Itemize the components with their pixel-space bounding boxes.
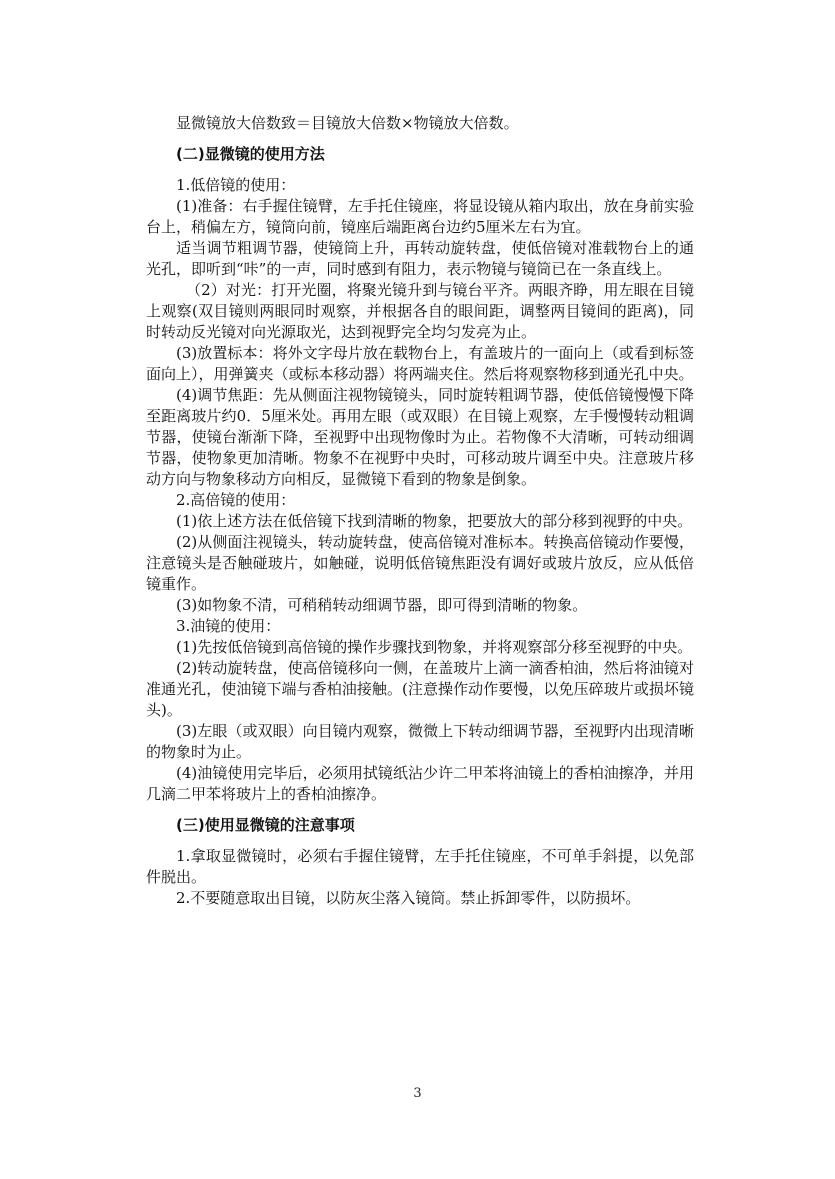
paragraph-oil-step3: (3)左眼（或双眼）向目镜内观察，微微上下转动细调节器，至视野内出现清晰的物象时为止。 <box>146 722 694 761</box>
paragraph-light-alignment: （2）对光：打开光圈，将聚光镜升到与镜台平齐。两眼齐睁，用左眼在目镜上观察(双目镜则两眼同时观察，并根据各自的眼间距，调整两目镜间的距离)，同时转动反光镜对向光源取光，达到视野完全均匀发亮为止。 <box>146 281 694 341</box>
subsection-title-low-power: 1.低倍镜的使用： <box>176 176 296 194</box>
paragraph-precaution-1: 1.拿取显微镜时，必须右手握住镜臂，左手托住镜座，不可单手斜提，以免部件脱出。 <box>146 847 694 886</box>
paragraph-high-power-step1: (1)依上述方法在低倍镜下找到清晰的物象，把要放大的部分移到视野的中央。 <box>176 512 693 530</box>
paragraph-focus-adjustment: (4)调节焦距：先从侧面注视物镜镜头，同时旋转粗调节器，使低倍镜慢慢下降至距离玻片约0．5厘米处。再用左眼（或双眼）在目镜上观察，左手慢慢转动粗调节器，使镜台渐渐下降，至视野中出现物像时为止。若物像不大清晰，可转动细调节器，使物象更加清晰。物象不在视野中央时，可移动玻片调至中央。注意玻片移动方向与物象移动方向相反，显微镜下看到的物象是倒象。 <box>146 386 694 488</box>
paragraph-high-power-step2: (2)从侧面注视镜头，转动旋转盘，使高倍镜对准标本。转换高倍镜动作要慢，注意镜头是否触碰玻片，如触碰，说明低倍镜焦距没有调好或玻片放反，应从低倍镜重作。 <box>146 533 694 593</box>
paragraph-magnification-formula: 显微镜放大倍数致＝目镜放大倍数×物镜放大倍数。 <box>176 114 519 132</box>
page-number: 3 <box>413 1086 422 1101</box>
paragraph-coarse-adjustment: 适当调节粗调节器，使镜筒上升，再转动旋转盘，使低倍镜对准载物台上的通光孔，即听到“咔”的一声，同时感到有阻力，表示物镜与镜筒已在一条直线上。 <box>146 239 694 278</box>
paragraph-place-specimen: (3)放置标本：将外文字母片放在载物台上，有盖玻片的一面向上（或看到标签面向上），用弹簧夹（或标本移动器）将两端夹住。然后将观察物移到通光孔中央。 <box>146 344 694 383</box>
subsection-title-oil-immersion: 3.油镜的使用： <box>176 617 281 635</box>
section-heading-precautions: (三)使用显微镜的注意事项 <box>176 816 355 834</box>
paragraph-oil-step1: (1)先按低倍镜到高倍镜的操作步骤找到物象，并将观察部分移至视野的中央。 <box>176 638 693 656</box>
paragraph-oil-step2: (2)转动旋转盘，使高倍镜移向一侧，在盖玻片上滴一滴香柏油，然后将油镜对准通光孔，使油镜下端与香柏油接触。(注意操作动作要慢，以免压碎玻片或损坏镜头)。 <box>146 659 694 719</box>
document-body <box>146 113 694 909</box>
paragraph-precaution-2: 2.不要随意取出目镜，以防灰尘落入镜筒。禁止拆卸零件，以防损坏。 <box>176 889 641 907</box>
paragraph-oil-step4: (4)油镜使用完毕后，必须用拭镜纸沾少许二甲苯将油镜上的香柏油擦净，并用几滴二甲苯将玻片上的香柏油擦净。 <box>146 764 694 803</box>
paragraph-high-power-step3: (3)如物象不清，可稍稍转动细调节器，即可得到清晰的物象。 <box>176 596 588 614</box>
subsection-title-high-power: 2.高倍镜的使用： <box>176 491 296 509</box>
paragraph-preparation: (1)准备：右手握住镜臂，左手托住镜座，将显设镜从箱内取出，放在身前实验台上，稍偏左方，镜筒向前，镜座后端距离台边约5厘米左右为宜。 <box>146 197 694 236</box>
section-heading-usage: (二)显微镜的使用方法 <box>176 145 325 163</box>
